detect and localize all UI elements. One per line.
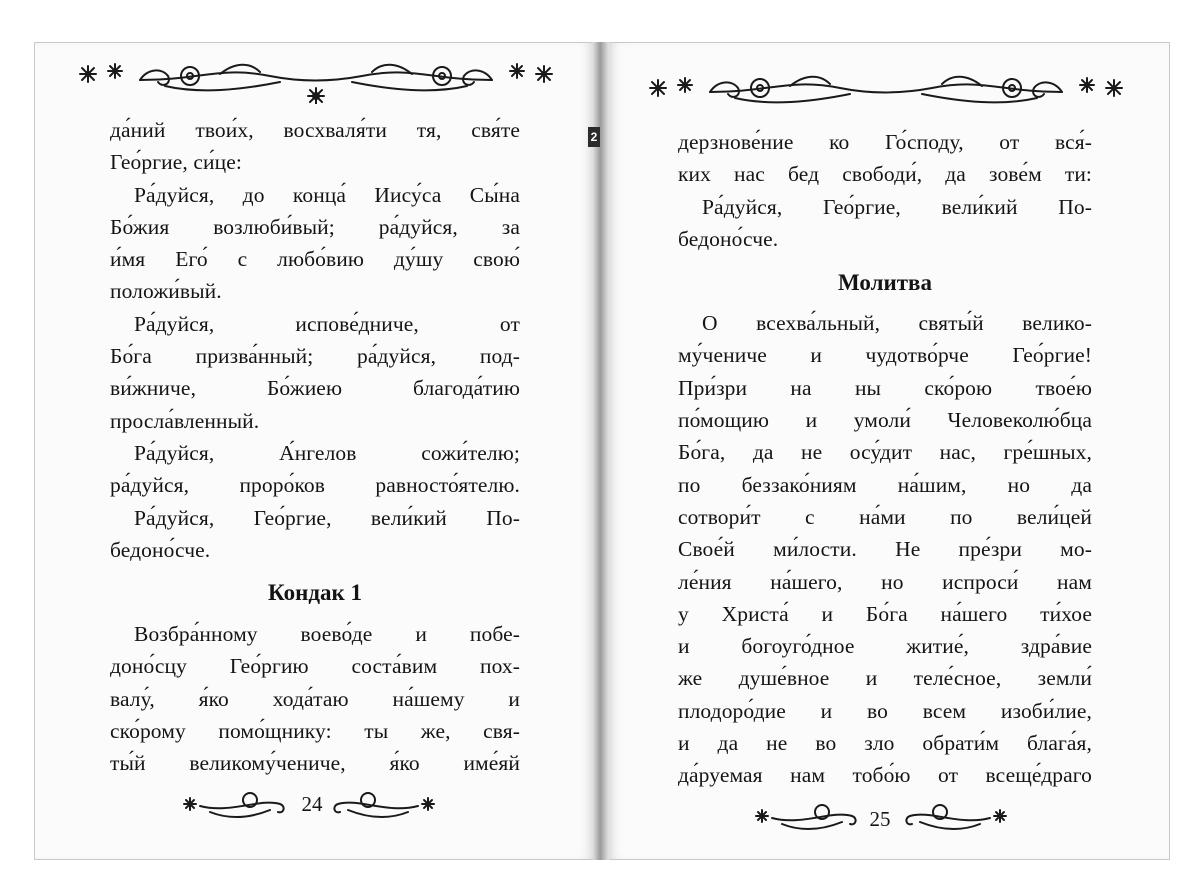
text-line: ско́рому помо́щнику: ты же, свя- — [110, 719, 520, 744]
text-line: же душе́вное и теле́сное, земли́ — [678, 666, 1092, 691]
text-line: у Христа́ и Бо́га на́шего ти́хое — [678, 601, 1092, 626]
text-line: и богоуго́дное житие́, здра́вие — [678, 634, 1092, 659]
text-line: да́ний твои́х, восхваля́ти тя, свя́те — [110, 118, 520, 142]
text-line: по беззако́ниям на́шим, но да — [678, 472, 1092, 497]
text-line: ра́дуйся, проро́ков равносто́ятелю. — [110, 473, 520, 498]
text-line: Бо́га, да не осу́дит нас, гре́шных, — [678, 440, 1092, 465]
text-line: ле́ния на́шего, но испроси́ нам — [678, 569, 1092, 594]
page-number-right: 25 — [869, 807, 891, 831]
text-line: по́мощию и умоли́ Человеколю́бца — [678, 408, 1092, 433]
text-line: му́чениче и чудотво́рче Гео́ргие! — [678, 343, 1092, 368]
text-line: да́руемая нам тобо́ю от всеще́драго — [678, 763, 1092, 788]
text-line: доно́сцу Гео́ргию соста́вим пох- — [110, 654, 520, 679]
text-line: ви́жниче, Бо́жиею благода́тию — [110, 376, 520, 401]
text-line: и да не во зло обрати́м блага́я, — [678, 731, 1092, 756]
text-line: и́мя Его́ с любо́вию ду́шу свою́ — [110, 247, 520, 272]
text-line: положи́вый. — [110, 279, 222, 304]
section-heading: Молитва — [838, 270, 932, 296]
text-line: Бо́жия возлюби́вый; ра́дуйся, за — [110, 214, 520, 239]
text-line: бедоно́сче. — [678, 226, 779, 251]
text-line: ких нас бед свободи́, да зове́м ти: — [678, 162, 1092, 187]
section-heading: Кондак 1 — [268, 580, 362, 606]
text-line: О всехва́льный, святы́й велико- — [702, 311, 1092, 336]
text-line: валу́, я́ко хода́таю на́шему и — [110, 686, 520, 711]
text-line: бедоно́сче. — [110, 537, 211, 562]
tab-mark: 2 — [588, 127, 600, 147]
text-line: Ра́дуйся, А́нгелов сожи́телю; — [134, 440, 520, 465]
text-line: Ра́дуйся, Гео́ргие, вели́кий По- — [134, 505, 520, 530]
text-line: плодоро́дие и во всем изоби́лие, — [678, 698, 1092, 723]
book-gutter — [593, 42, 609, 860]
text-line: просла́вленный. — [110, 408, 260, 433]
text-line: Ра́дуйся, испове́дниче, от — [134, 311, 520, 336]
text-line: ты́й великому́чениче, я́ко име́яй — [110, 751, 520, 776]
text-line: Гео́ргие, си́це: — [110, 150, 242, 175]
page-left-text — [110, 114, 520, 780]
page-number-left: 24 — [301, 792, 323, 816]
header-ornament-left — [70, 54, 562, 104]
text-line: сотвори́т с на́ми по вели́цей — [678, 504, 1092, 529]
text-line: дерзнове́ние ко Го́споду, от вся́- — [678, 130, 1092, 154]
text-line: Свое́й ми́лости. Не пре́зри мо- — [678, 537, 1092, 562]
text-line: При́зри на ны ско́рою твое́ю — [678, 375, 1092, 400]
text-line: Бо́га призва́нный; ра́дуйся, под- — [110, 344, 520, 369]
text-line: Возбра́нному воево́де и побе- — [134, 622, 520, 647]
text-line: Ра́дуйся, Гео́ргие, вели́кий По- — [702, 194, 1092, 219]
text-line: Ра́дуйся, до конца́ Иису́са Сы́на — [134, 182, 520, 207]
page-right-text — [678, 126, 1092, 792]
header-ornament-right — [640, 66, 1132, 116]
